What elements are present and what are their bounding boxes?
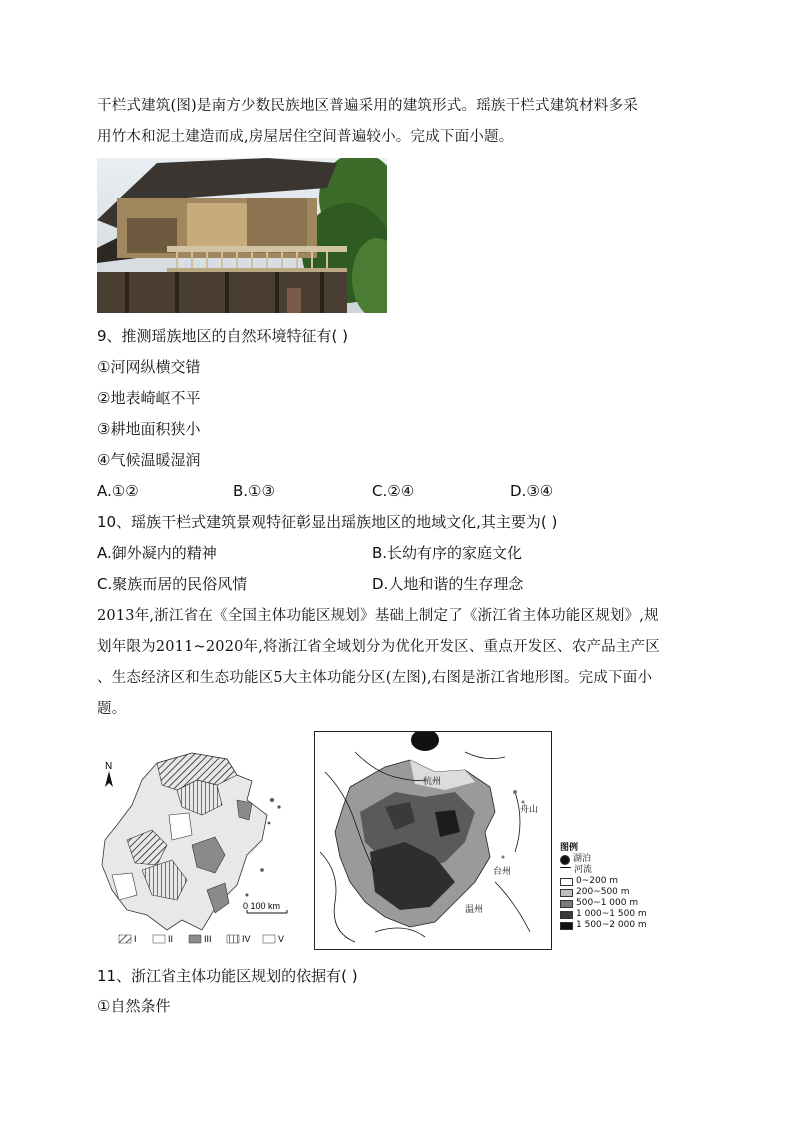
q9-item-4: ④气候温暖湿润: [97, 451, 201, 469]
zone-legend-1: I: [134, 934, 137, 944]
q10-option-d[interactable]: D.人地和谐的生存理念: [372, 575, 524, 593]
river-icon: [560, 867, 571, 874]
legend-row-1: [560, 887, 690, 898]
q9-stem: 9、推测瑶族地区的自然环境特征有( ): [97, 327, 349, 345]
q9-option-a[interactable]: A.①②: [97, 482, 139, 500]
city-hangzhou: 杭州: [423, 777, 442, 787]
lake-icon: [560, 855, 570, 865]
city-taizhou: 台州: [493, 867, 512, 877]
q9-item-3: ③耕地面积狭小: [97, 420, 201, 438]
legend-swatch-2: [560, 900, 573, 908]
zone-legend-2: II: [168, 934, 174, 944]
legend-label-4: 1 500~2 000 m: [576, 920, 647, 930]
q11-intro-line1: 2013年,浙江省在《全国主体功能区规划》基础上制定了《浙江省主体功能区规划》,规: [97, 608, 659, 624]
city-zhoushan: 舟山: [520, 805, 539, 815]
legend-row-4: [560, 920, 690, 931]
legend-label-0: 0~200 m: [576, 876, 619, 886]
q11-intro-line2: 划年限为2011~2020年,将浙江省全域划分为优化开发区、重点开发区、农产品主产区: [97, 639, 660, 655]
legend-swatch-0: [560, 878, 573, 886]
q11-stem: 11、浙江省主体功能区规划的依据有( ): [97, 967, 358, 985]
scale-label: 0 100 km: [243, 901, 281, 911]
q9-intro-line1: 干栏式建筑(图)是南方少数民族地区普遍采用的建筑形式。瑶族干栏式建筑材料多采: [97, 98, 638, 114]
q10-option-a[interactable]: A.御外凝内的精神: [97, 544, 217, 562]
city-wenzhou: 温州: [465, 905, 484, 915]
legend-title: 图例: [560, 843, 579, 853]
north-arrow-icon: [105, 761, 113, 787]
north-label: N: [105, 761, 113, 772]
q9-option-b[interactable]: B.①③: [233, 482, 275, 500]
lake-icon: [411, 732, 439, 751]
legend-lake-label: 湖泊: [573, 854, 592, 864]
stilt-house-photo: [97, 158, 387, 313]
legend-swatch-1: [560, 889, 573, 897]
legend-row-3: [560, 909, 690, 920]
zone-legend-3: III: [204, 934, 212, 944]
legend-row-0: [560, 876, 690, 887]
legend-label-3: 1 000~1 500 m: [576, 909, 647, 919]
q10-option-c[interactable]: C.聚族而居的民俗风情: [97, 575, 248, 593]
functional-zone-map: [97, 745, 307, 955]
q11-intro-line3: 、生态经济区和生态功能区5大主体功能分区(左图),右图是浙江省地形图。完成下面小: [97, 670, 653, 686]
q9-item-2: ②地表崎岖不平: [97, 389, 201, 407]
map-legend: [560, 843, 690, 931]
legend-label-2: 500~1 000 m: [576, 898, 639, 908]
legend-swatch-4: [560, 922, 573, 930]
legend-label-1: 200~500 m: [576, 887, 630, 897]
legend-river-label: 河流: [574, 865, 593, 875]
legend-row-river: [560, 865, 690, 876]
zone-legend-5: V: [278, 934, 285, 944]
legend-row-2: [560, 898, 690, 909]
q10-stem: 10、瑶族干栏式建筑景观特征彰显出瑶族地区的地域文化,其主要为( ): [97, 513, 558, 531]
zone-legend-4: IV: [242, 934, 251, 944]
legend-row-lake: [560, 854, 690, 865]
q9-option-d[interactable]: D.③④: [510, 482, 554, 500]
legend-swatch-3: [560, 911, 573, 919]
q9-option-c[interactable]: C.②④: [372, 482, 415, 500]
terrain-map: [314, 731, 552, 950]
q10-option-b[interactable]: B.长幼有序的家庭文化: [372, 544, 523, 562]
q9-intro-line2: 用竹木和泥土建造而成,房屋居住空间普遍较小。完成下面小题。: [97, 129, 514, 145]
q11-item-1: ①自然条件: [97, 997, 171, 1015]
q11-intro-line4: 题。: [97, 701, 127, 717]
q9-item-1: ①河网纵横交错: [97, 358, 201, 376]
